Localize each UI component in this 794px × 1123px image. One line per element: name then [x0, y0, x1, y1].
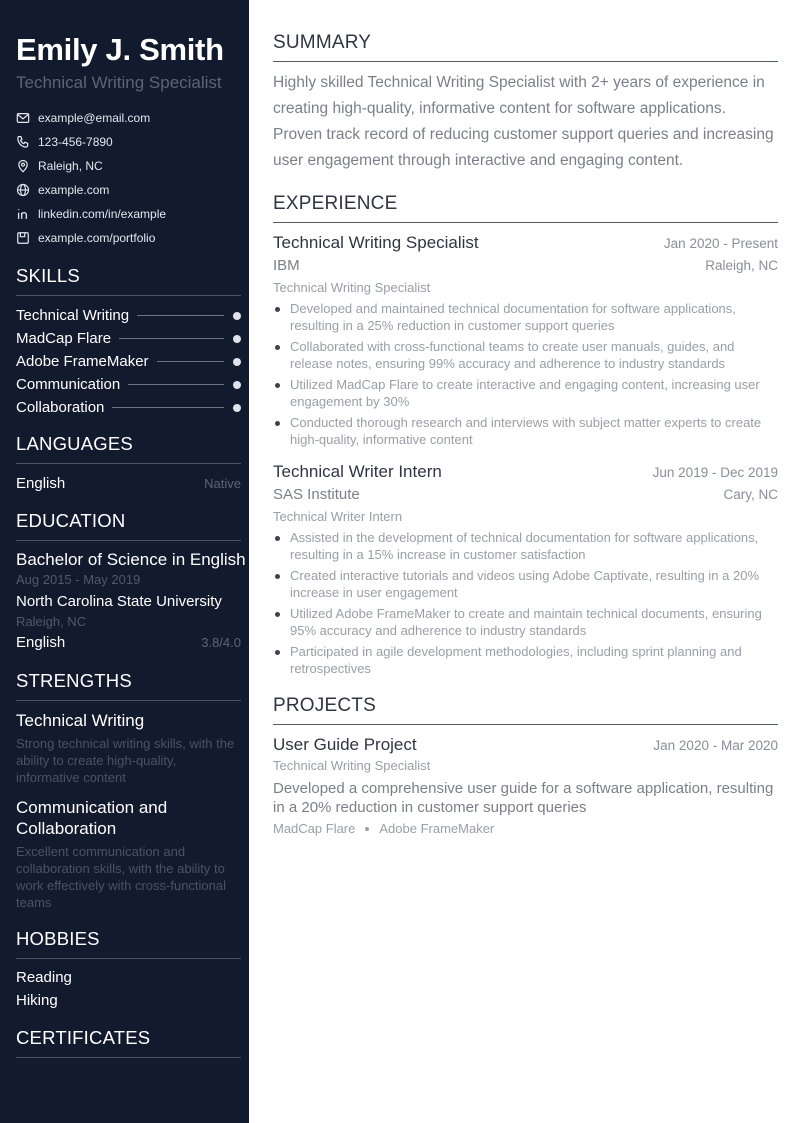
education-field-row	[16, 631, 241, 653]
portfolio-icon	[16, 231, 30, 245]
job-bullets	[273, 300, 778, 448]
contact-website[interactable]	[16, 178, 241, 202]
contact-email-text: example@email.com	[38, 111, 151, 125]
project-tool: Adobe FrameMaker	[379, 821, 495, 836]
experience-heading: EXPERIENCE	[273, 191, 778, 223]
certificates-section	[16, 1026, 241, 1058]
candidate-title: Technical Writing Specialist	[16, 73, 222, 92]
language-item	[16, 472, 241, 494]
hobbies-section	[16, 927, 241, 1012]
job-bullet: Conducted thorough research and interviews with subject matter experts to create high-quality, informative content	[273, 414, 778, 448]
job-location: Raleigh, NC	[705, 258, 778, 273]
education-heading: EDUCATION	[16, 509, 241, 541]
job-title: Technical Writer Intern	[273, 462, 442, 481]
strength-item	[16, 710, 241, 786]
education-gpa: 3.8/4.0	[201, 634, 241, 650]
job-company: IBM	[273, 257, 300, 274]
skill-line	[112, 407, 224, 408]
skill-item	[16, 304, 241, 327]
globe-icon	[16, 183, 30, 197]
education-dates: Aug 2015 - May 2019	[16, 572, 141, 587]
language-name: English	[16, 474, 66, 492]
contact-website-text: example.com	[38, 183, 110, 197]
job-bullet: Utilized Adobe FrameMaker to create and maintain technical documents, ensuring 95% accuracy and adherence to industry standards	[273, 605, 778, 639]
job-title: Technical Writing Specialist	[273, 233, 479, 252]
job-bullet: Developed and maintained technical documentation for software applications, resulting in a 25% reduction in customer support queries	[273, 300, 778, 334]
project-tool: MadCap Flare	[273, 821, 356, 836]
project-title: User Guide Project	[273, 735, 417, 754]
strength-title: Communication and Collaboration	[16, 798, 168, 838]
skill-name: Collaboration	[16, 399, 105, 416]
certificates-heading: CERTIFICATES	[16, 1026, 241, 1058]
strength-desc: Excellent communication and collaboration skills, with the ability to work effectively with cross-functional teams	[16, 844, 227, 910]
skill-name: Adobe FrameMaker	[16, 353, 149, 370]
phone-icon	[16, 135, 30, 149]
project-dates: Jan 2020 - Mar 2020	[653, 738, 778, 753]
project-entry	[273, 733, 778, 839]
job-bullet: Created interactive tutorials and videos using Adobe Captivate, resulting in a 20% increase in user engagement	[273, 567, 778, 601]
project-role: Technical Writing Specialist	[273, 758, 431, 773]
skill-line	[119, 338, 224, 339]
job-location: Cary, NC	[723, 487, 778, 502]
experience-section	[273, 191, 778, 677]
contact-location	[16, 154, 241, 178]
contact-phone-text: 123-456-7890	[38, 135, 113, 149]
contact-email[interactable]	[16, 106, 241, 130]
job-bullet: Utilized MadCap Flare to create interactive and engaging content, increasing user engagement by 30%	[273, 376, 778, 410]
job-dates: Jun 2019 - Dec 2019	[652, 465, 778, 480]
skill-name: Communication	[16, 376, 121, 393]
skill-dot	[233, 404, 241, 412]
summary-text: Highly skilled Technical Writing Specialist with 2+ years of experience in creating high-quality, informative content for software applications. Proven track record of reducing customer support queries and increasing user engagement through interactive and engaging content.	[273, 74, 774, 169]
skill-dot	[233, 335, 241, 343]
job-bullet: Assisted in the development of technical documentation for software applications, resulting in a 15% increase in customer satisfaction	[273, 529, 778, 563]
contact-phone[interactable]	[16, 130, 241, 154]
languages-heading: LANGUAGES	[16, 432, 241, 464]
skill-line	[157, 361, 224, 362]
project-desc: Developed a comprehensive user guide for a software application, resulting in a 20% reduction in customer support queries	[273, 780, 774, 816]
sidebar	[0, 0, 249, 1123]
skill-name: MadCap Flare	[16, 330, 112, 347]
strengths-heading: STRENGTHS	[16, 669, 241, 701]
strengths-section	[16, 669, 241, 911]
skill-name: Technical Writing	[16, 307, 130, 324]
skill-line	[137, 315, 224, 316]
skill-line	[128, 384, 224, 385]
job-role: Technical Writing Specialist	[273, 280, 431, 295]
contact-linkedin-text: linkedin.com/in/example	[38, 207, 167, 221]
job-bullet: Participated in agile development methodologies, including sprint planning and retrospectives	[273, 643, 778, 677]
contact-list	[16, 106, 241, 250]
skills-heading: SKILLS	[16, 264, 241, 296]
projects-section	[273, 693, 778, 839]
strength-title: Technical Writing	[16, 711, 145, 730]
languages-section	[16, 432, 241, 494]
mail-icon	[16, 111, 30, 125]
skills-section	[16, 264, 241, 419]
skill-dot	[233, 381, 241, 389]
skill-item	[16, 396, 241, 419]
main-content	[273, 30, 778, 839]
language-level: Native	[204, 475, 241, 491]
education-degree: Bachelor of Science in English	[16, 550, 246, 569]
summary-heading: SUMMARY	[273, 30, 778, 62]
education-location: Raleigh, NC	[16, 614, 87, 629]
skill-dot	[233, 312, 241, 320]
job-entry	[273, 231, 778, 448]
contact-linkedin[interactable]	[16, 202, 241, 226]
linkedin-icon	[16, 207, 30, 221]
contact-location-text: Raleigh, NC	[38, 159, 103, 173]
projects-heading: PROJECTS	[273, 693, 778, 725]
job-entry	[273, 460, 778, 677]
job-bullets	[273, 529, 778, 677]
location-icon	[16, 159, 30, 173]
skill-dot	[233, 358, 241, 366]
candidate-name: Emily J. Smith	[16, 32, 224, 67]
skill-item	[16, 373, 241, 396]
job-bullet: Collaborated with cross-functional teams to create user manuals, guides, and release notes, ensuring 99% accuracy and adherence to industry standards	[273, 338, 778, 372]
job-company: SAS Institute	[273, 486, 360, 503]
skill-item	[16, 350, 241, 373]
strength-item	[16, 797, 241, 911]
education-field: English	[16, 633, 66, 651]
education-section	[16, 509, 246, 653]
strength-desc: Strong technical writing skills, with the ability to create high-quality, informative content	[16, 736, 235, 785]
hobby-item: Hiking	[16, 992, 58, 1009]
job-dates: Jan 2020 - Present	[663, 236, 778, 251]
tool-separator	[365, 827, 369, 831]
contact-portfolio[interactable]	[16, 226, 241, 250]
contact-portfolio-text: example.com/portfolio	[38, 231, 156, 245]
project-tools	[273, 819, 778, 839]
skill-item	[16, 327, 241, 350]
hobbies-heading: HOBBIES	[16, 927, 241, 959]
summary-section	[273, 30, 778, 174]
education-school: North Carolina State University	[16, 593, 222, 610]
hobby-item: Reading	[16, 969, 72, 986]
job-role: Technical Writer Intern	[273, 509, 403, 524]
